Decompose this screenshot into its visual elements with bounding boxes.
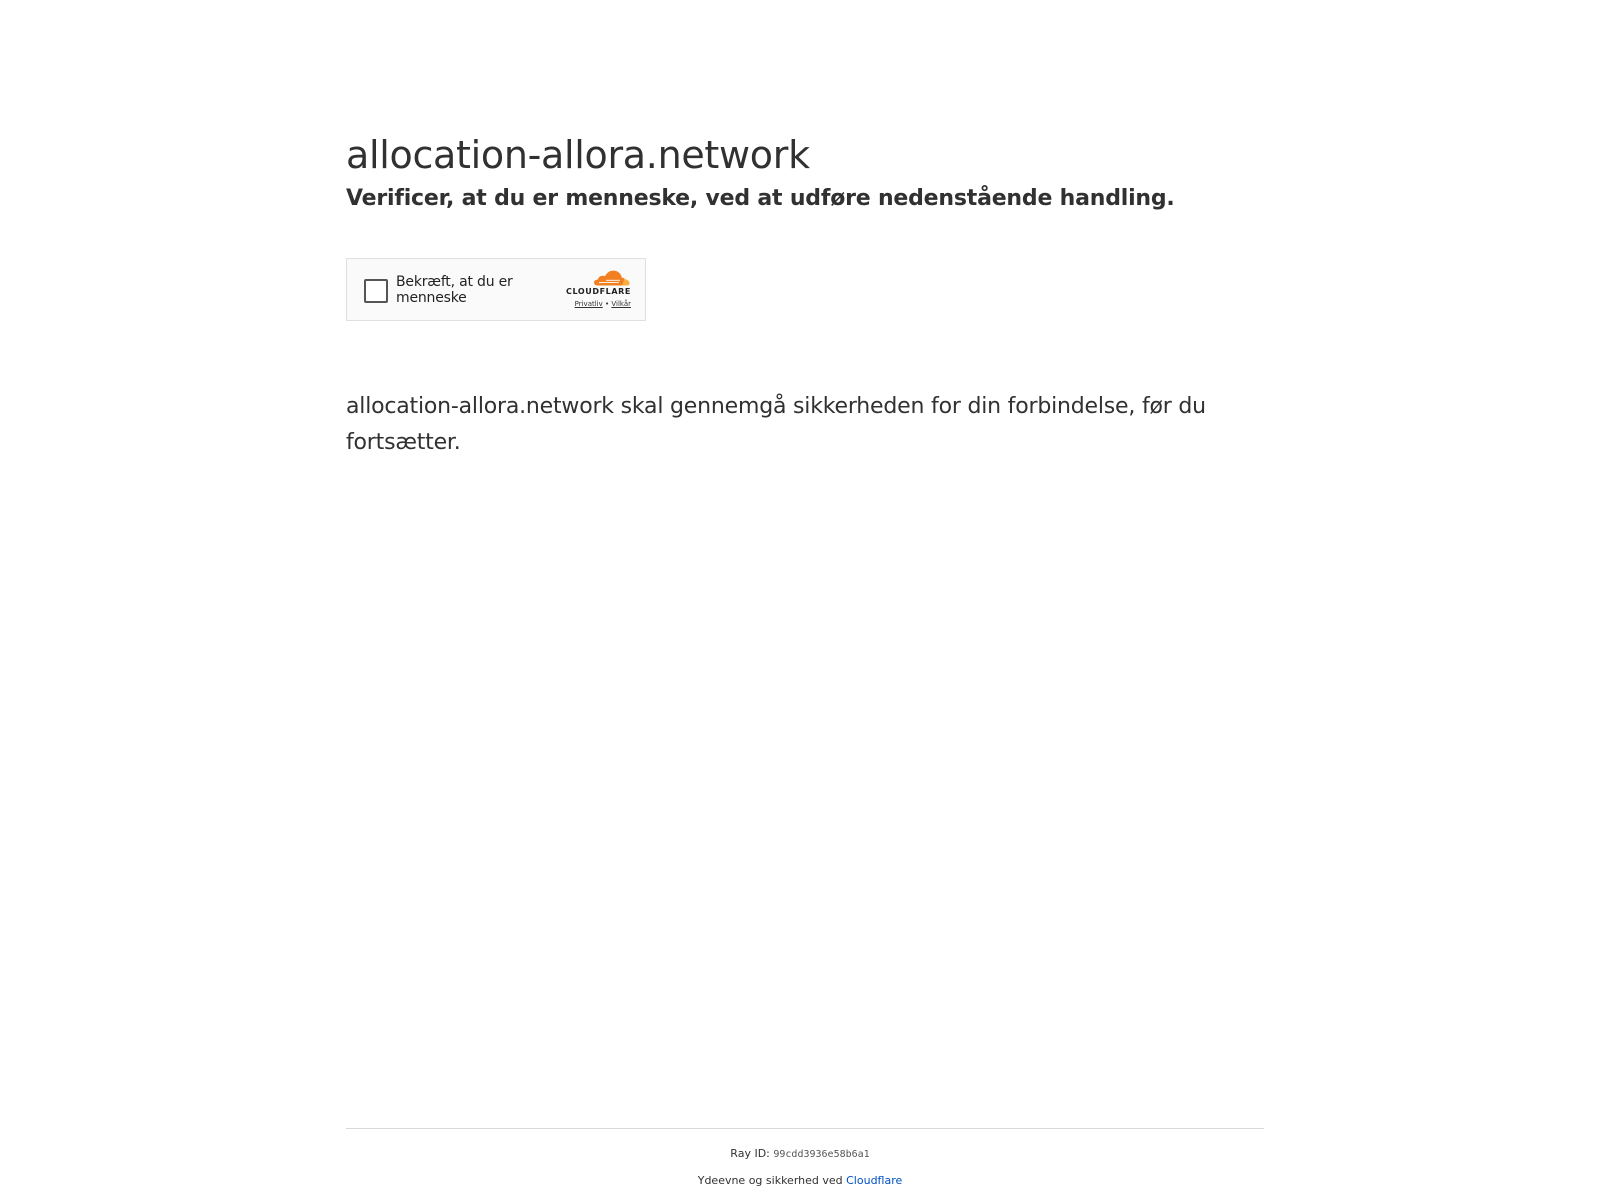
cloudflare-branding — [551, 269, 631, 313]
widget-links — [575, 300, 631, 308]
security-description: allocation-allora.network skal gennemgå sikkerheden for din forbindelse, før du fortsætter. — [346, 394, 1206, 455]
footer-divider — [346, 1128, 1264, 1129]
verify-checkbox[interactable] — [364, 279, 388, 303]
checkbox-label: Bekræft, at du er menneske — [396, 274, 513, 306]
verification-instruction: Verificer, at du er menneske, ved at udføre nedenstående handling. — [346, 186, 1175, 211]
cloudflare-link[interactable]: Cloudflare — [846, 1174, 903, 1187]
ray-id-value: 99cdd3936e58b6a1 — [773, 1149, 870, 1160]
ray-id-label: Ray ID: — [730, 1147, 770, 1160]
turnstile-widget — [346, 258, 646, 321]
main-content — [346, 130, 1266, 214]
cloudflare-logo-icon — [593, 269, 631, 287]
link-separator: • — [605, 300, 610, 308]
powered-by-text: Ydeevne og sikkerhed ved — [697, 1174, 843, 1187]
cloudflare-wordmark: CLOUDFLARE — [566, 287, 631, 296]
powered-by-line — [0, 1174, 1600, 1187]
page-title: allocation-allora.network — [346, 133, 810, 177]
ray-id-line — [0, 1147, 1600, 1160]
privacy-link[interactable]: Privatliv — [574, 300, 603, 308]
terms-link[interactable]: Vilkår — [611, 300, 631, 308]
